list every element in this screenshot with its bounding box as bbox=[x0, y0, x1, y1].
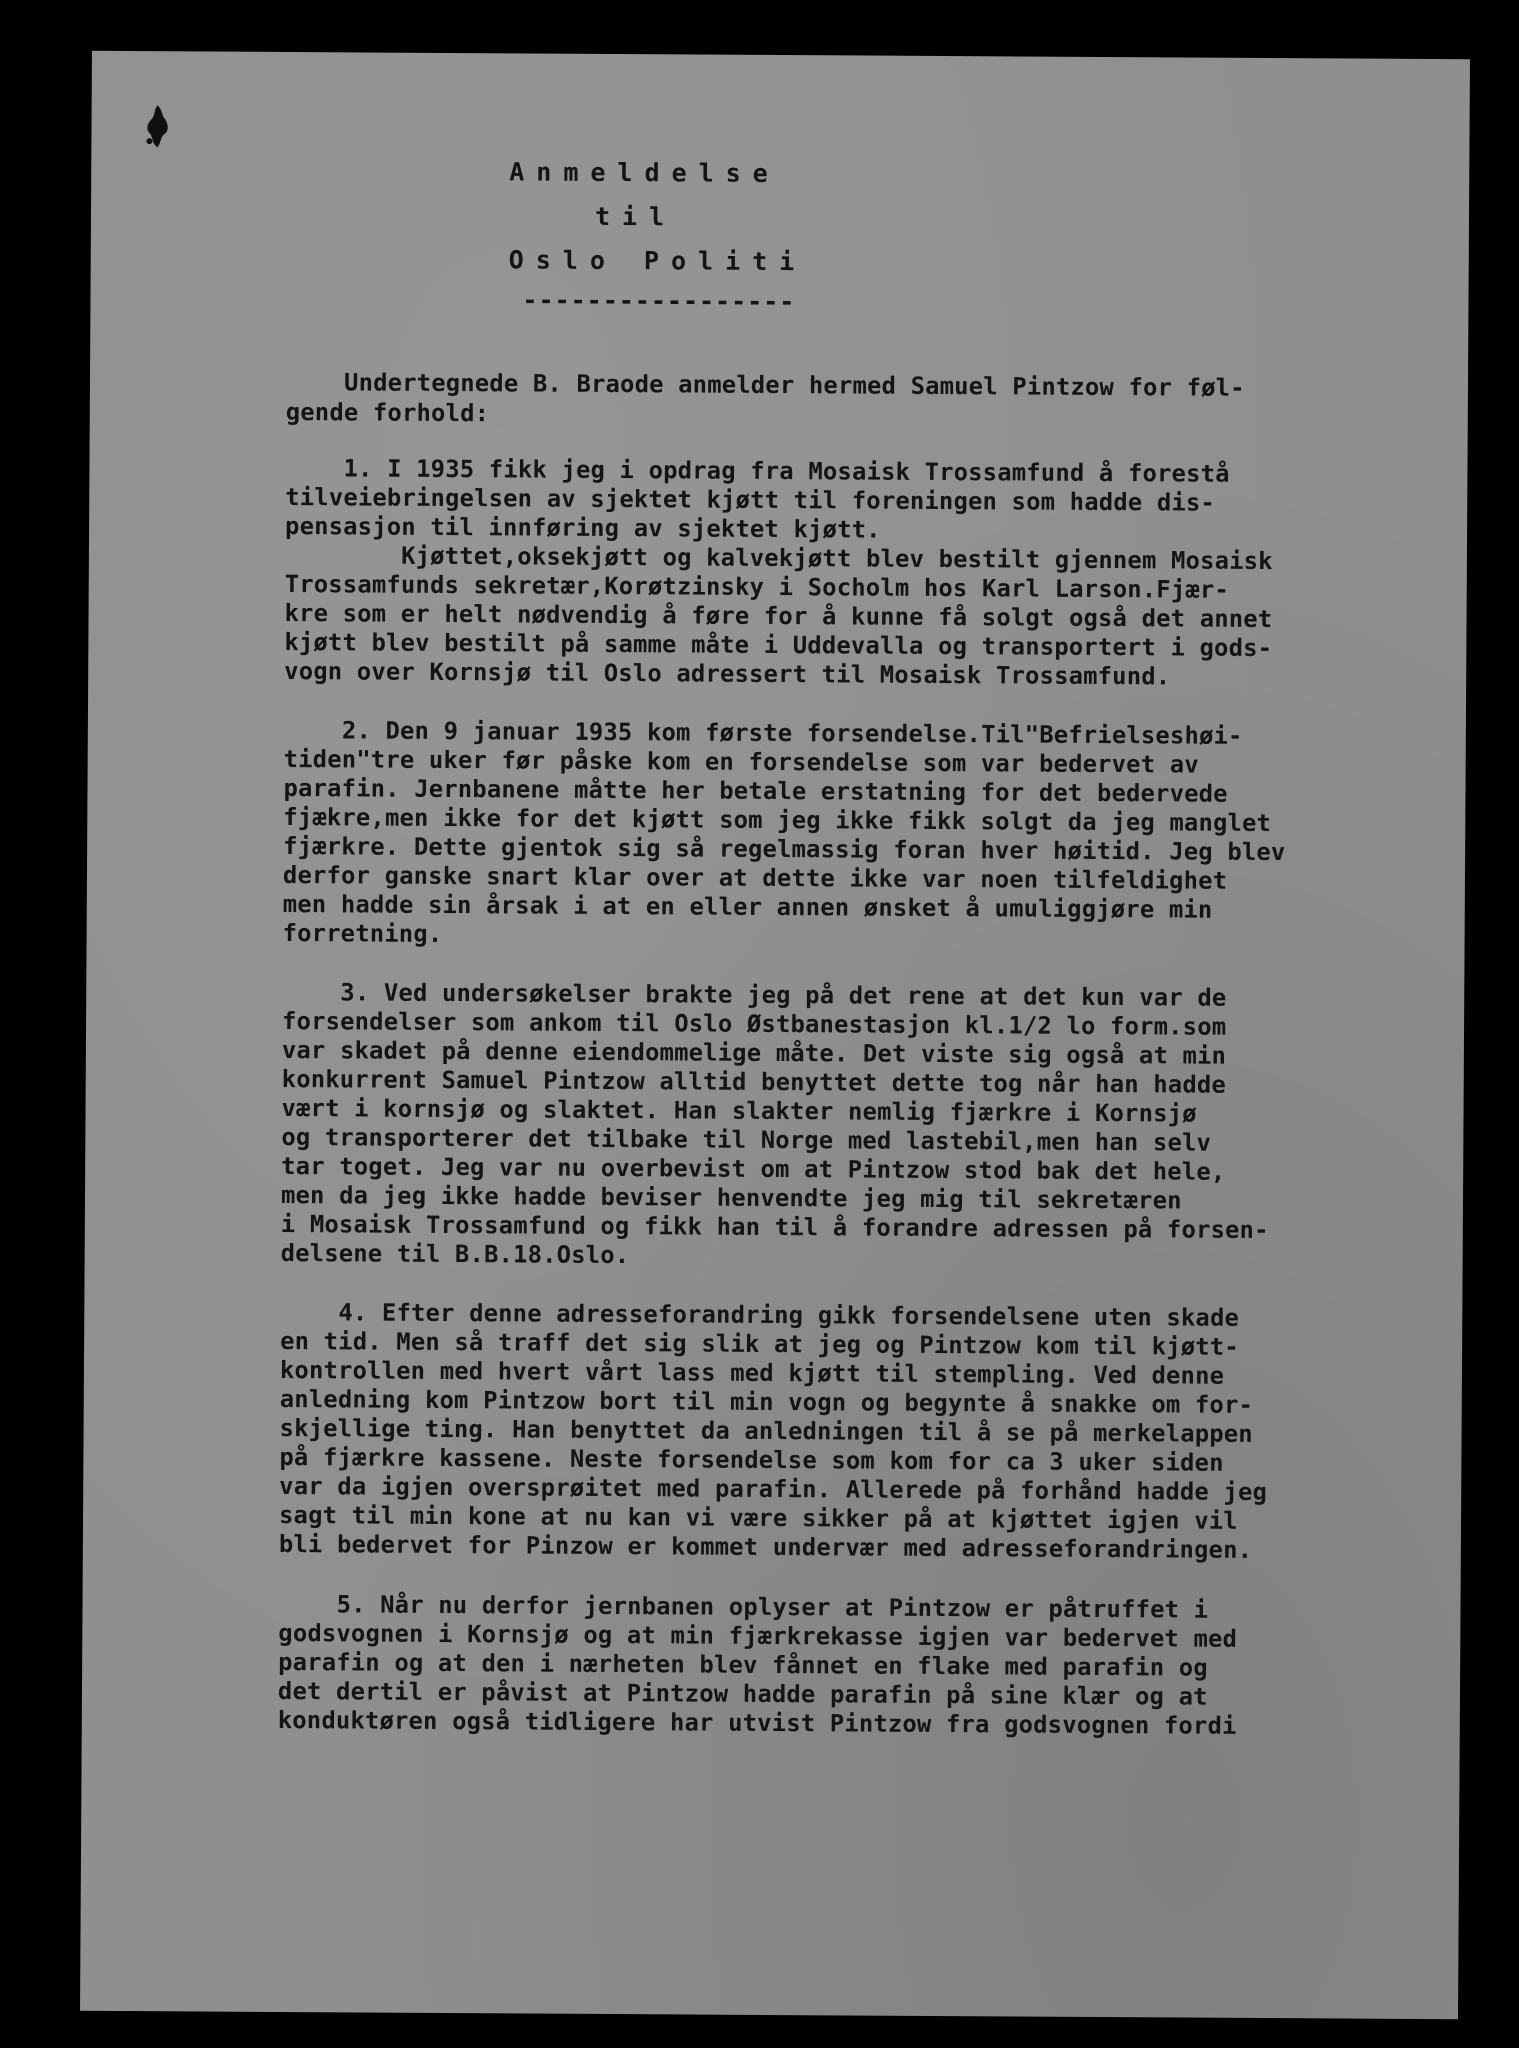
p3-line-5: vært i kornsjø og slaktet. Han slakter nemlig fjærkre i Kornsjø bbox=[281, 1093, 1197, 1128]
p1-line-5: Trossamfunds sekretær,Korøtzinsky i Socholm hos Karl Larson.Fjær- bbox=[284, 569, 1230, 604]
typewritten-letter-sheet bbox=[80, 51, 1470, 2019]
p4-line-2: en tid. Men så traff det sig slik at jeg og Pintzow kom til kjøtt- bbox=[280, 1326, 1239, 1361]
intro-line-1: Undertegnede B. Braode anmelder hermed Samuel Pintzow for føl- bbox=[285, 368, 1245, 402]
p4-line-4: anledning kom Pintzow bort til min vogn og begynte å snakke om for- bbox=[279, 1384, 1254, 1419]
p3-line-7: tar toget. Jeg var nu overbevist om at Pintzow stod bak det hele, bbox=[281, 1151, 1226, 1186]
p2-line-4: fjækre,men ikke for det kjøtt som jeg ikke fikk solgt da jeg manglet bbox=[283, 802, 1272, 838]
p1-line-4: Kjøttet,oksekjøtt og kalvekjøtt blev bestilt gjennem Mosaisk bbox=[284, 540, 1273, 576]
heading-line-3: Oslo Politi bbox=[508, 245, 807, 277]
p3-line-9: i Mosaisk Trossamfund og fikk han til å forandre adressen på forsen- bbox=[280, 1209, 1269, 1245]
p1-line-7: kjøtt blev bestilt på samme måte i Uddevalla og transportert i gods- bbox=[284, 627, 1273, 663]
heading-line-2: til bbox=[594, 201, 677, 232]
ink-blot-mark bbox=[143, 103, 173, 149]
p1-line-2: tilveiebringelsen av sjektet kjøtt til foreningen som hadde dis- bbox=[285, 482, 1216, 517]
p5-line-4: det dertil er påvist at Pintzow hadde parafin på sine klær og at bbox=[277, 1676, 1208, 1711]
p2-line-6: derfor ganske snart klar over at dette ikke var noen tilfeldighet bbox=[282, 860, 1228, 895]
p4-line-8: sagt til min kone at nu kan vi være sikker på at kjøttet igjen vil bbox=[278, 1500, 1238, 1535]
p2-line-2: tiden"tre uker før påske kom en forsendelse som var bedervet av bbox=[283, 744, 1199, 779]
p4-line-7: var da igjen oversprøitet med parafin. Allerede på forhånd hadde jeg bbox=[279, 1471, 1268, 1507]
p5-line-2: godsvognen i Kornsjø og at min fjærkrekasse igjen var bedervet med bbox=[278, 1618, 1238, 1653]
p3-line-4: konkurrent Samuel Pintzow alltid benyttet dette tog når han hadde bbox=[281, 1064, 1227, 1099]
p5-line-1: 5. Når nu derfor jernbanen oplyser at Pintzow er påtruffet i bbox=[278, 1589, 1209, 1624]
p2-line-7: men hadde sin årsak i at en eller annen ønsket å umuliggjøre min bbox=[282, 889, 1213, 924]
intro-line-2: gende forhold: bbox=[285, 398, 490, 428]
p3-line-2: forsendelser som ankom til Oslo Østbanestasjon kl.1/2 lo form.som bbox=[281, 1006, 1227, 1041]
p2-line-1: 2. Den 9 januar 1935 kom første forsendelse.Til"Befrielseshøi- bbox=[283, 715, 1243, 750]
p4-line-3: kontrollen med hvert vårt lass med kjøtt til stempling. Ved denne bbox=[279, 1355, 1225, 1390]
p2-line-3: parafin. Jernbanene måtte her betale erstatning for det bedervede bbox=[283, 773, 1228, 808]
p1-line-6: kre som er helt nødvendig å føre for å kunne få solgt også det annet bbox=[284, 598, 1273, 634]
p2-line-5: fjærkre. Dette gjentok sig så regelmassig foran hver høitid. Jeg blev bbox=[283, 831, 1286, 867]
p4-line-1: 4. Efter denne adresseforandring gikk forsendelsene uten skade bbox=[280, 1297, 1240, 1332]
p3-line-1: 3. Ved undersøkelser brakte jeg på det rene at det kun var de bbox=[282, 977, 1227, 1012]
p2-line-8: forretning. bbox=[282, 918, 443, 948]
p1-line-3: pensasjon til innføring av sjektet kjøtt. bbox=[285, 511, 881, 544]
p3-line-3: var skadet på denne eiendommelige måte. Det viste sig også at min bbox=[281, 1035, 1227, 1070]
p4-line-5: skjellige ting. Han benyttet da anledningen til å se på merkelappen bbox=[279, 1413, 1253, 1448]
heading-underline: ----------------- bbox=[522, 285, 796, 317]
p4-line-6: på fjærkre kassene. Neste forsendelse som kom for ca 3 uker siden bbox=[279, 1442, 1224, 1477]
p1-line-1: 1. I 1935 fikk jeg i opdrag fra Mosaisk Trossamfund å forestå bbox=[285, 453, 1230, 488]
p3-line-8: men da jeg ikke hadde beviser henvendte jeg mig til sekretæren bbox=[280, 1180, 1182, 1215]
p1-line-8: vogn over Kornsjø til Oslo adressert til Mosaisk Trossamfund. bbox=[284, 656, 1171, 691]
p4-line-9: bli bedervet for Pinzow er kommet undervær med adresseforandringen. bbox=[278, 1529, 1253, 1564]
p3-line-10: delsene til B.B.18.Oslo. bbox=[280, 1238, 630, 1270]
p3-line-6: og transporterer det tilbake til Norge med lastebil,men han selv bbox=[281, 1122, 1212, 1157]
heading-line-1: Anmeldelse bbox=[509, 157, 780, 189]
p5-line-5: konduktøren også tidligere har utvist Pintzow fra godsvognen fordi bbox=[277, 1705, 1237, 1740]
p5-line-3: parafin og at den i nærheten blev fånnet en flake med parafin og bbox=[278, 1647, 1208, 1682]
